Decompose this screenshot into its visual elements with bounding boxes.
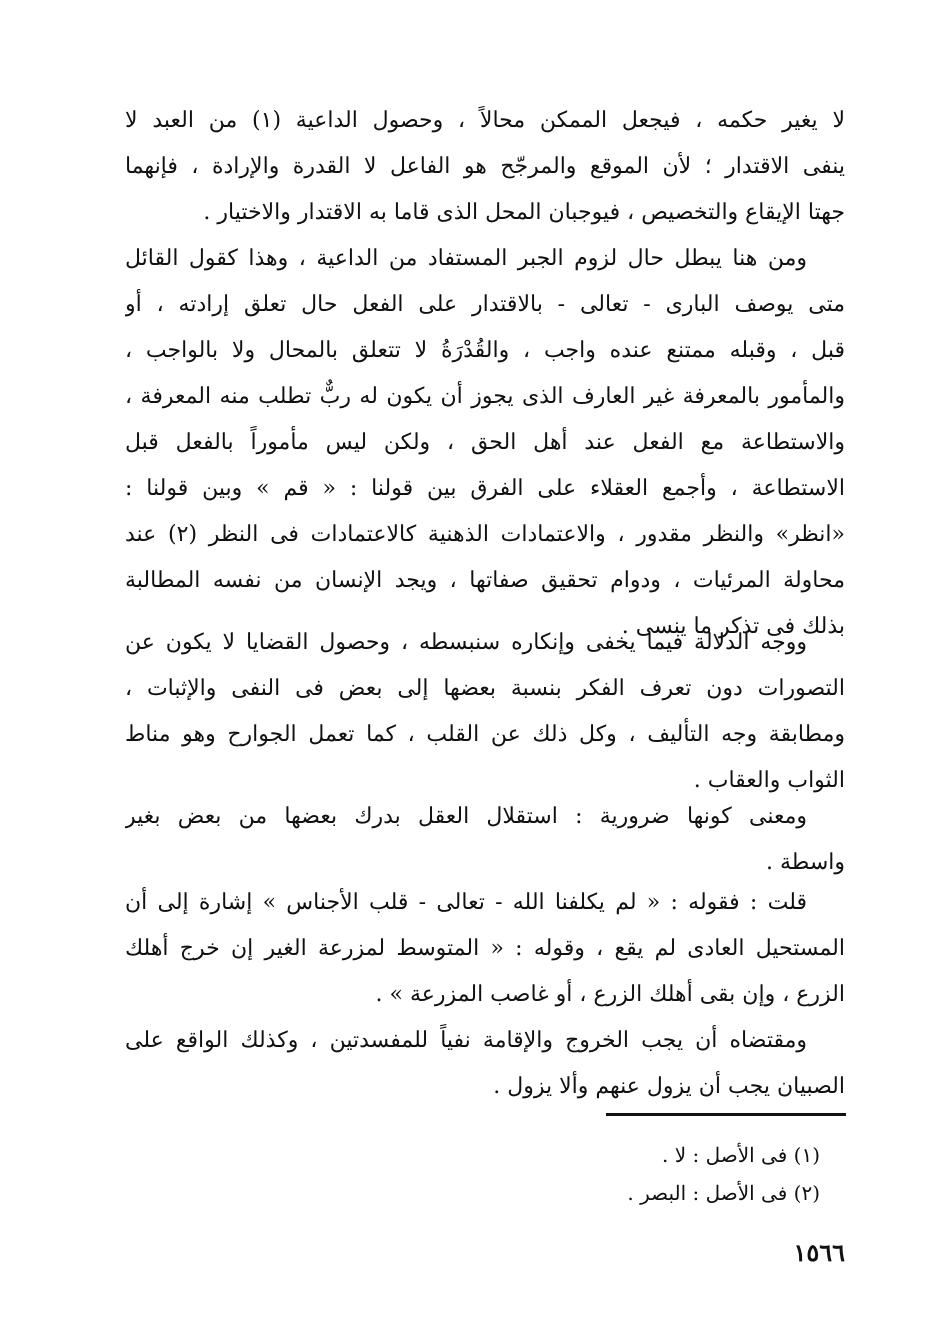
paragraph-2 bbox=[125, 236, 845, 650]
paragraph-3 bbox=[125, 620, 845, 804]
text-line: ومقتضاه أن يجب الخروج والإقامة نفياً للمفسدتين ، وكذلك الواقع على bbox=[125, 1028, 807, 1053]
text-line: متى يوصف البارى - تعالى - بالاقتدار على الفعل حال تعلق إرادته ، أو bbox=[125, 292, 845, 317]
text-line: التصورات دون تعرف الفكر بنسبة بعضها إلى بعض فى النفى والإثبات ، bbox=[125, 676, 845, 701]
paragraph-6 bbox=[125, 1018, 845, 1110]
text-line: «انظر» والنظر مقدور ، والاعتمادات الذهنية كالاعتمادات فى النظر (٢) عند bbox=[125, 522, 845, 547]
text-line: المستحيل العادى لم يقع ، وقوله : « المتوسط لمزرعة الغير إن خرج أهلك bbox=[125, 936, 845, 961]
text-line: بذلك فى تذكر ما ينسى . bbox=[621, 614, 845, 639]
text-line: قلت : فقوله : « لم يكلفنا الله - تعالى - قلب الأجناس » إشارة إلى أن bbox=[125, 890, 807, 915]
text-line: الزرع ، وإن بقى أهلك الزرع ، أو غاصب المزرعة » . bbox=[375, 982, 845, 1007]
footnote-2: (٢) فى الأصل : البصر . bbox=[627, 1181, 820, 1205]
text-line: محاولة المرئيات ، ودوام تحقيق صفاتها ، ويجد الإنسان من نفسه المطالبة bbox=[125, 568, 845, 593]
text-line: قبل ، وقبله ممتنع عنده واجب ، والقُدْرَةُ لا تتعلق بالمحال ولا بالواجب ، bbox=[125, 338, 845, 363]
text-line: ينفى الاقتدار ؛ لأن الموقع والمرجّح هو الفاعل لا القدرة والإرادة ، فإنهما bbox=[125, 154, 845, 179]
text-line: والمأمور بالمعرفة غير العارف الذى يجوز أن يكون له ربٌّ تطلب منه المعرفة ، bbox=[125, 384, 845, 409]
paragraph-4 bbox=[125, 794, 845, 886]
footnote-separator bbox=[606, 1113, 846, 1116]
text-line: ووجه الدلالة فيما يخفى وإنكاره سنبسطه ، وحصول القضايا لا يكون عن bbox=[125, 630, 807, 655]
text-line: الثواب والعقاب . bbox=[693, 768, 845, 793]
text-line: والاستطاعة مع الفعل عند أهل الحق ، ولكن ليس مأموراً بالفعل قبل bbox=[125, 430, 845, 455]
page-number: ١٥٦٦ bbox=[793, 1238, 845, 1267]
text-line: لا يغير حكمه ، فيجعل الممكن محالاً ، وحصول الداعية (١) من العبد لا bbox=[125, 108, 845, 133]
text-line: ومن هنا يبطل حال لزوم الجبر المستفاد من الداعية ، وهذا كقول القائل bbox=[125, 246, 807, 271]
text-line: ومطابقة وجه التأليف ، وكل ذلك عن القلب ، كما تعمل الجوارح وهو مناط bbox=[125, 722, 845, 747]
text-line: الصبيان يجب أن يزول عنهم وألا يزول . bbox=[493, 1074, 845, 1099]
paragraph-5 bbox=[125, 880, 845, 1018]
text-line: ومعنى كونها ضرورية : استقلال العقل بدرك بعضها من بعض بغير bbox=[125, 804, 807, 829]
text-line: الاستطاعة ، وأجمع العقلاء على الفرق بين قولنا : « قم » وبين قولنا : bbox=[125, 476, 845, 501]
text-line: جهتا الإيقاع والتخصيص ، فيوجبان المحل الذى قاما به الاقتدار والاختيار . bbox=[203, 200, 845, 225]
footnotes bbox=[500, 1136, 820, 1212]
text-line: واسطة . bbox=[766, 850, 845, 875]
paragraph-1 bbox=[125, 98, 845, 236]
footnote-1: (١) فى الأصل : لا . bbox=[662, 1143, 820, 1167]
